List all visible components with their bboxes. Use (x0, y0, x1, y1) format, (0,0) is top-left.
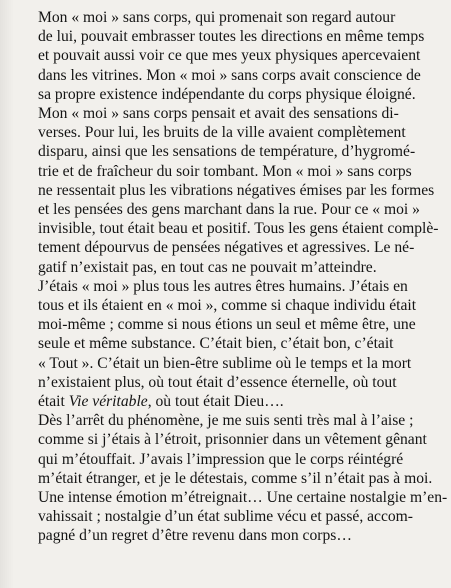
text-line: tement dépourvus de pensées négatives et agressives. Le né- (38, 239, 415, 257)
text-line: sa propre existence indépendante du corps physique éloigné. (38, 85, 416, 103)
text-line: et pouvait aussi voir ce que mes yeux physiques apercevaient (38, 47, 421, 65)
text-line: J’étais « moi » plus tous les autres êtres humains. J’étais en (38, 277, 408, 295)
italic-text: Vie véritable (68, 393, 148, 411)
text-line: dans les vitrines. Mon « moi » sans corps avait conscience de (38, 66, 421, 84)
text-line: « Tout ». C’était un bien-être sublime où le temps et la mort (38, 354, 412, 372)
text-line: tous et ils étaient en « moi », comme si chaque individu était (38, 297, 417, 315)
text-line: ne ressentait plus les vibrations négatives émises par les formes (38, 181, 435, 199)
text-line: comme si j’étais à l’étroit, prisonnier dans un vêtement gênant (38, 431, 427, 449)
text-line: pagné d’un regret d’être revenu dans mon corps… (38, 527, 352, 545)
text-line: Une intense émotion m’étreignait… Une certaine nostalgie m’en- (38, 489, 448, 507)
text-line: moi-même ; comme si nous étions un seul et même être, une (38, 316, 416, 334)
text-line: gatif n’existait pas, en tout cas ne pouvait m’atteindre. (38, 258, 377, 276)
text-line: qui m’étouffait. J’avais l’impression que le corps réintégré (38, 450, 404, 468)
text-line: m’était étranger, et je le détestais, comme s’il n’était pas à moi. (38, 469, 433, 487)
text-line (20, 392, 441, 411)
text-line: disparu, ainsi que les sensations de température, d’hygromé- (38, 143, 416, 161)
text-line: de lui, pouvait embrasser toutes les directions en même temps (38, 28, 425, 46)
text-line: Dès l’arrêt du phénomène, je me suis senti très mal à l’aise ; (38, 412, 414, 430)
text-line: seule et même substance. C’était bien, c’était bon, c’était (38, 335, 394, 353)
text-fragment: , où tout était Dieu…. (147, 393, 284, 411)
text-line: Mon « moi » sans corps, qui promenait son regard autour (38, 9, 396, 26)
text-line: verses. Pour lui, les bruits de la ville avaient complètement (38, 124, 406, 142)
paragraph-1 (20, 8, 441, 277)
text-line: vahissait ; nostalgie d’un état sublime vécu et passé, accom- (38, 508, 414, 526)
paragraph-3 (20, 411, 448, 545)
text-line: trie et de fraîcheur du soir tombant. Mon « moi » sans corps (38, 162, 412, 180)
text-line: n’existaient plus, où tout était d’essence éternelle, où tout (38, 373, 397, 391)
text-fragment: était (38, 393, 69, 411)
paragraph-2 (20, 277, 441, 411)
text-line: invisible, tout était beau et positif. Tous les gens étaient complè- (38, 220, 439, 238)
text-line: et les pensées des gens marchant dans la rue. Pour ce « moi » (38, 201, 420, 219)
text-line: Mon « moi » sans corps pensait et avait des sensations di- (38, 105, 399, 123)
